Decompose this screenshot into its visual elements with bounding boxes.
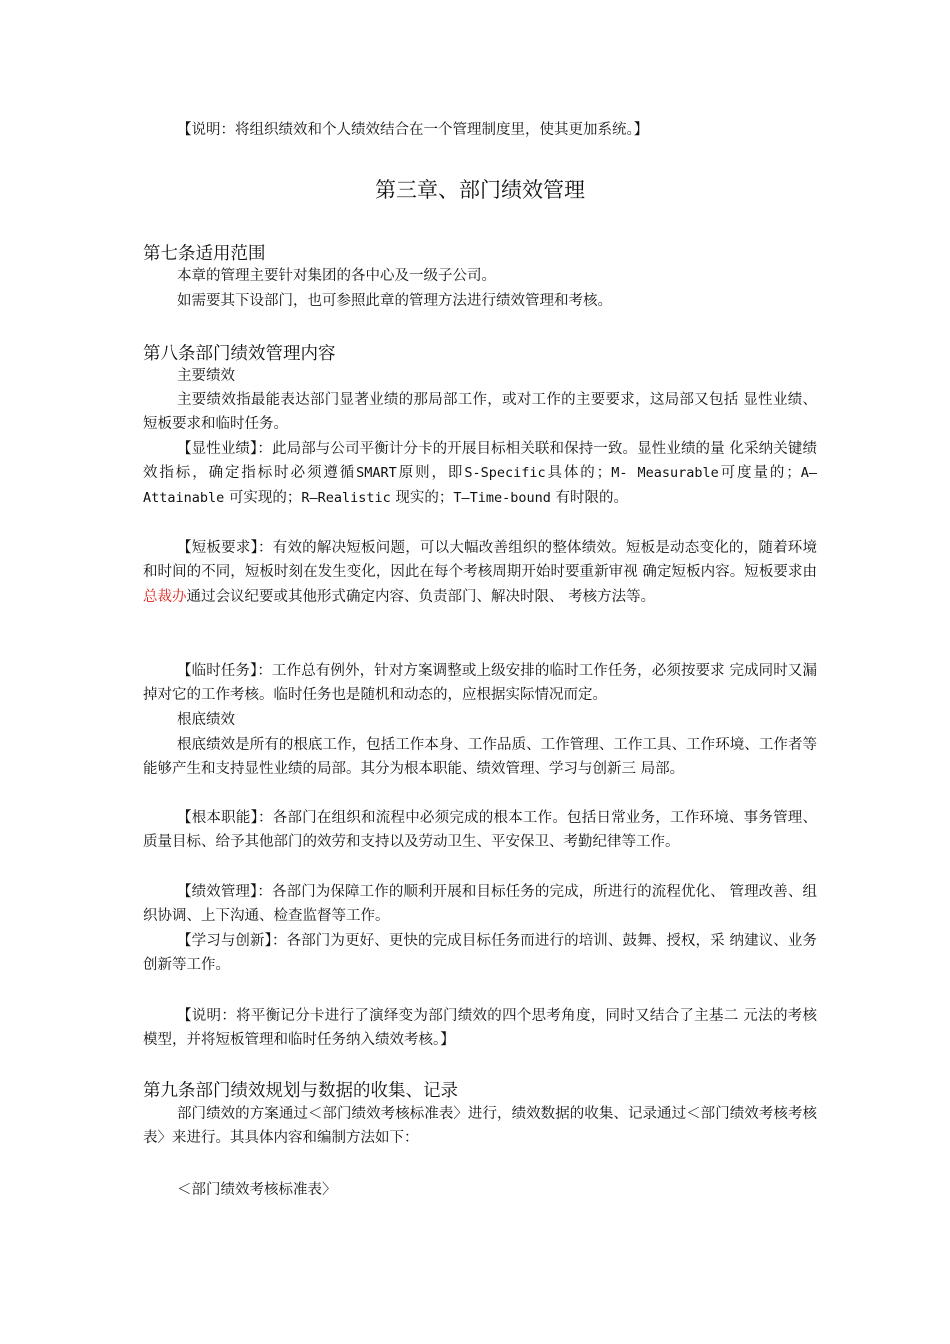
visible-text-d: 可度量的； bbox=[718, 465, 801, 482]
short-text-b: 通过会议纪要或其他形式确定内容、负责部门、解决时限、 考核方法等。 bbox=[186, 588, 656, 605]
main-performance-paragraph: 主要绩效指最能表达部门显著业绩的那局部工作，或对工作的主要要求，这局部又包括 显性业绩、短板要求和临时任务。 bbox=[143, 392, 817, 433]
performance-management-paragraph: 【绩效管理】：各部门为保障工作的顺利开展和目标任务的完成，所进行的流程优化、 管理改善、组织协调、上下沟通、检查监督等工作。 bbox=[143, 884, 817, 925]
chapter-title: 第三章、部门绩效管理 bbox=[375, 178, 585, 202]
article-8-title: 第八条部门绩效管理内容 bbox=[143, 344, 336, 364]
visible-r: R—Realistic bbox=[301, 489, 391, 506]
article-9-title: 第九条部门绩效规划与数据的收集、记录 bbox=[143, 1081, 458, 1101]
base-performance-paragraph: 根底绩效是所有的根底工作，包括工作本身、工作品质、工作管理、工作工具、工作环境、工作者等能够产生和支持显性业绩的局部。其分为根本职能、绩效管理、学习与创新三 局部。 bbox=[143, 737, 817, 778]
base-performance-label: 根底绩效 bbox=[177, 712, 235, 728]
visible-text-e: 可实现的； bbox=[224, 489, 302, 506]
article-7-paragraph-2: 如需要其下设部门，也可参照此章的管理方法进行绩效管理和考核。 bbox=[177, 293, 612, 309]
short-red-text: 总裁办 bbox=[143, 588, 187, 605]
visible-text-b: 原则，即 bbox=[396, 465, 465, 482]
visible-smart: SMART bbox=[356, 465, 397, 482]
visible-m: M- Measurable bbox=[611, 465, 719, 482]
article-7-title: 第七条适用范围 bbox=[143, 244, 266, 264]
short-board-paragraph bbox=[143, 536, 817, 609]
visible-s: S-Specific bbox=[464, 465, 546, 482]
visible-text-f: 现实的； bbox=[390, 489, 454, 506]
short-text-a: 【短板要求】：有效的解决短板问题，可以大幅改善组织的整体绩效。短板是动态变化的，随着环境和时间的不同，短板时刻在发生变化，因此在每个考核周期开始时要重新审视 确定短板内容。短板要求由 bbox=[143, 540, 817, 581]
visible-text-a: 【显性业绩】：此局部与公司平衡计分卡的开展目标相关联和保持一致。显性业绩的量 化采纳关键绩效指标，确定指标时必须遵循 bbox=[143, 441, 817, 482]
main-performance-label: 主要绩效 bbox=[177, 368, 235, 384]
temporary-task-paragraph: 【临时任务】：工作总有例外，针对方案调整或上级安排的临时工作任务，必须按要求 完成同时又漏掉对它的工作考核。临时任务也是随机和动态的，应根据实际情况而定。 bbox=[143, 663, 817, 704]
article-9-paragraph: 部门绩效的方案通过＜部门绩效考核标准表〉进行，绩效数据的收集、记录通过＜部门绩效考核考核表〉来进行。其具体内容和编制方法如下： bbox=[143, 1106, 817, 1147]
article-8-note: 【说明：将平衡记分卡进行了演绎变为部门绩效的四个思考角度，同时又结合了主基二 元法的考核模型，并将短板管理和临时任务纳入绩效考核。】 bbox=[143, 1008, 817, 1049]
basic-function-paragraph: 【根本职能】：各部门在组织和流程中必须完成的根本工作。包括日常业务，工作环境、事务管理、质量目标、给予其他部门的效劳和支持以及劳动卫生、平安保卫、考勤纪律等工作。 bbox=[143, 810, 817, 851]
visible-text-g: 有时限的。 bbox=[550, 489, 629, 506]
visible-text-c: 具体的； bbox=[545, 465, 612, 482]
visible-t: T—Time-bound bbox=[453, 489, 551, 506]
visible-performance-paragraph bbox=[143, 437, 817, 510]
article-7-paragraph-1: 本章的管理主要针对集团的各中心及一级子公司。 bbox=[177, 268, 496, 284]
visible-a: A—Attainable bbox=[143, 465, 818, 506]
learning-innovation-paragraph: 【学习与创新】：各部门为更好、更快的完成目标任务而进行的培训、鼓舞、授权，采 纳建议、业务创新等工作。 bbox=[143, 933, 817, 974]
standard-table-reference: ＜部门绩效考核标准表〉 bbox=[177, 1182, 337, 1198]
top-note: 【说明：将组织绩效和个人绩效结合在一个管理制度里，使其更加系统。】 bbox=[177, 122, 649, 138]
